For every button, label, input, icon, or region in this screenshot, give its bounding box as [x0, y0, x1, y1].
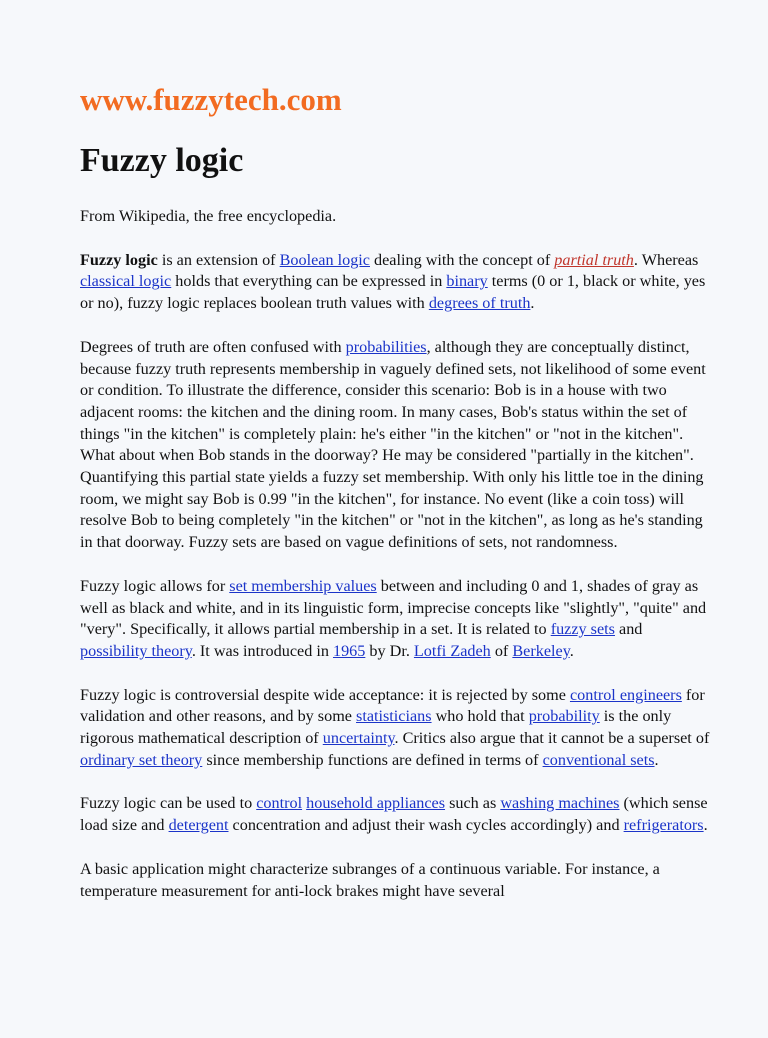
text: is an extension of: [157, 250, 280, 269]
link-1965[interactable]: 1965: [332, 641, 366, 660]
text: concentration and adjust their wash cycles accordingly) and: [228, 816, 624, 835]
text: dealing with the concept of: [369, 250, 555, 269]
link-fuzzy-sets[interactable]: fuzzy sets: [550, 620, 615, 639]
article-body: [80, 206, 712, 924]
paragraph-appliances: [80, 793, 712, 836]
link-probabilities[interactable]: probabilities: [345, 337, 427, 356]
link-washing-machines[interactable]: washing machines: [500, 794, 620, 813]
text: , although they are conceptually distinct, because fuzzy truth represents membership in vaguely defined sets, not likelihood of some event or condition. To illustrate the difference, consider this scenario: Bob is in a house with two adjacent rooms: the kitchen and the dining room. In many cases, Bob's status within the set of things "in the kitchen" is completely plain: he's either "in the kitchen" or "not in the kitchen". What about when Bob stands in the doorway? He may be considered "partially in the kitchen". Quantifying this partial state yields a fuzzy set membership. With only his little toe in the dining room, we might say Bob is 0.99 "in the kitchen", for instance. No event (like a coin toss) will resolve Bob to being completely "in the kitchen" or "not in the kitchen", as long as he's standing in that doorway. Fuzzy sets are based on vague definitions of sets, not randomness.: [80, 337, 706, 552]
text: . Whereas: [633, 250, 699, 269]
link-possibility-theory[interactable]: possibility theory: [80, 641, 192, 660]
link-detergent[interactable]: detergent: [168, 816, 229, 835]
text: .: [530, 294, 535, 313]
link-degrees-of-truth[interactable]: degrees of truth: [428, 294, 531, 313]
text: Fuzzy logic allows for: [80, 576, 230, 595]
text: who hold that: [431, 707, 529, 726]
link-partial-truth[interactable]: partial truth: [554, 250, 634, 269]
text: terms (0 or 1, black or white, yes or no), fuzzy logic replaces boolean truth values with: [80, 272, 706, 313]
text: since membership functions are defined in terms of: [202, 750, 543, 769]
link-binary[interactable]: binary: [446, 272, 488, 291]
paragraph-intro: [80, 250, 712, 315]
paragraph-application: [80, 859, 712, 902]
text: between and including 0 and 1, shades of gray as well as black and white, and in its linguistic form, imprecise concepts like "slightly", "quite" and "very". Specifically, it allows partial membership in a set. It is related to: [80, 576, 707, 639]
text: is the only rigorous mathematical description of: [80, 707, 672, 748]
link-classical-logic[interactable]: classical logic: [80, 272, 172, 291]
text: Fuzzy logic can be used to: [80, 794, 257, 813]
text: (which sense load size and: [80, 794, 708, 835]
link-boolean-logic[interactable]: Boolean logic: [279, 250, 370, 269]
source-line: From Wikipedia, the free encyclopedia.: [80, 207, 337, 225]
text: Fuzzy logic is controversial despite wide acceptance: it is rejected by some: [80, 685, 570, 704]
paragraph-membership: [80, 576, 712, 663]
text: A basic application might characterize subranges of a continuous variable. For instance, a temperature measurement for anti-lock brakes might have several: [80, 859, 660, 900]
term-fuzzy-logic: Fuzzy logic: [80, 250, 158, 269]
text: . It was introduced in: [191, 641, 333, 660]
link-lotfi-zadeh[interactable]: Lotfi Zadeh: [413, 641, 491, 660]
paragraph-probabilities: [80, 337, 712, 554]
link-refrigerators[interactable]: refrigerators: [623, 816, 704, 835]
link-conventional-sets[interactable]: conventional sets: [542, 750, 655, 769]
page-title: Fuzzy logic: [80, 142, 244, 179]
text: .: [703, 816, 708, 835]
paragraph-controversy: [80, 685, 712, 772]
link-statisticians[interactable]: statisticians: [356, 707, 432, 726]
text: .: [654, 750, 659, 769]
document-page: [66, 78, 710, 1038]
text: Degrees of truth are often confused with: [80, 337, 346, 356]
link-probability[interactable]: probability: [528, 707, 600, 726]
link-ordinary-set-theory[interactable]: ordinary set theory: [80, 750, 203, 769]
text: holds that everything can be expressed in: [171, 272, 447, 291]
text: by Dr.: [365, 641, 414, 660]
link-uncertainty[interactable]: uncertainty: [322, 729, 395, 748]
text: and: [614, 620, 643, 639]
link-set-membership-values[interactable]: set membership values: [229, 576, 377, 595]
text: of: [490, 641, 513, 660]
text: .: [569, 641, 574, 660]
text: such as: [445, 794, 501, 813]
link-berkeley[interactable]: Berkeley: [512, 641, 570, 660]
link-control[interactable]: control: [256, 794, 303, 813]
link-control-engineers[interactable]: control engineers: [569, 685, 682, 704]
site-url[interactable]: www.fuzzytech.com: [80, 82, 342, 117]
link-household-appliances[interactable]: household appliances: [306, 794, 446, 813]
text: for validation and other reasons, and by some: [80, 685, 705, 726]
text: . Critics also argue that it cannot be a superset of: [394, 729, 710, 748]
